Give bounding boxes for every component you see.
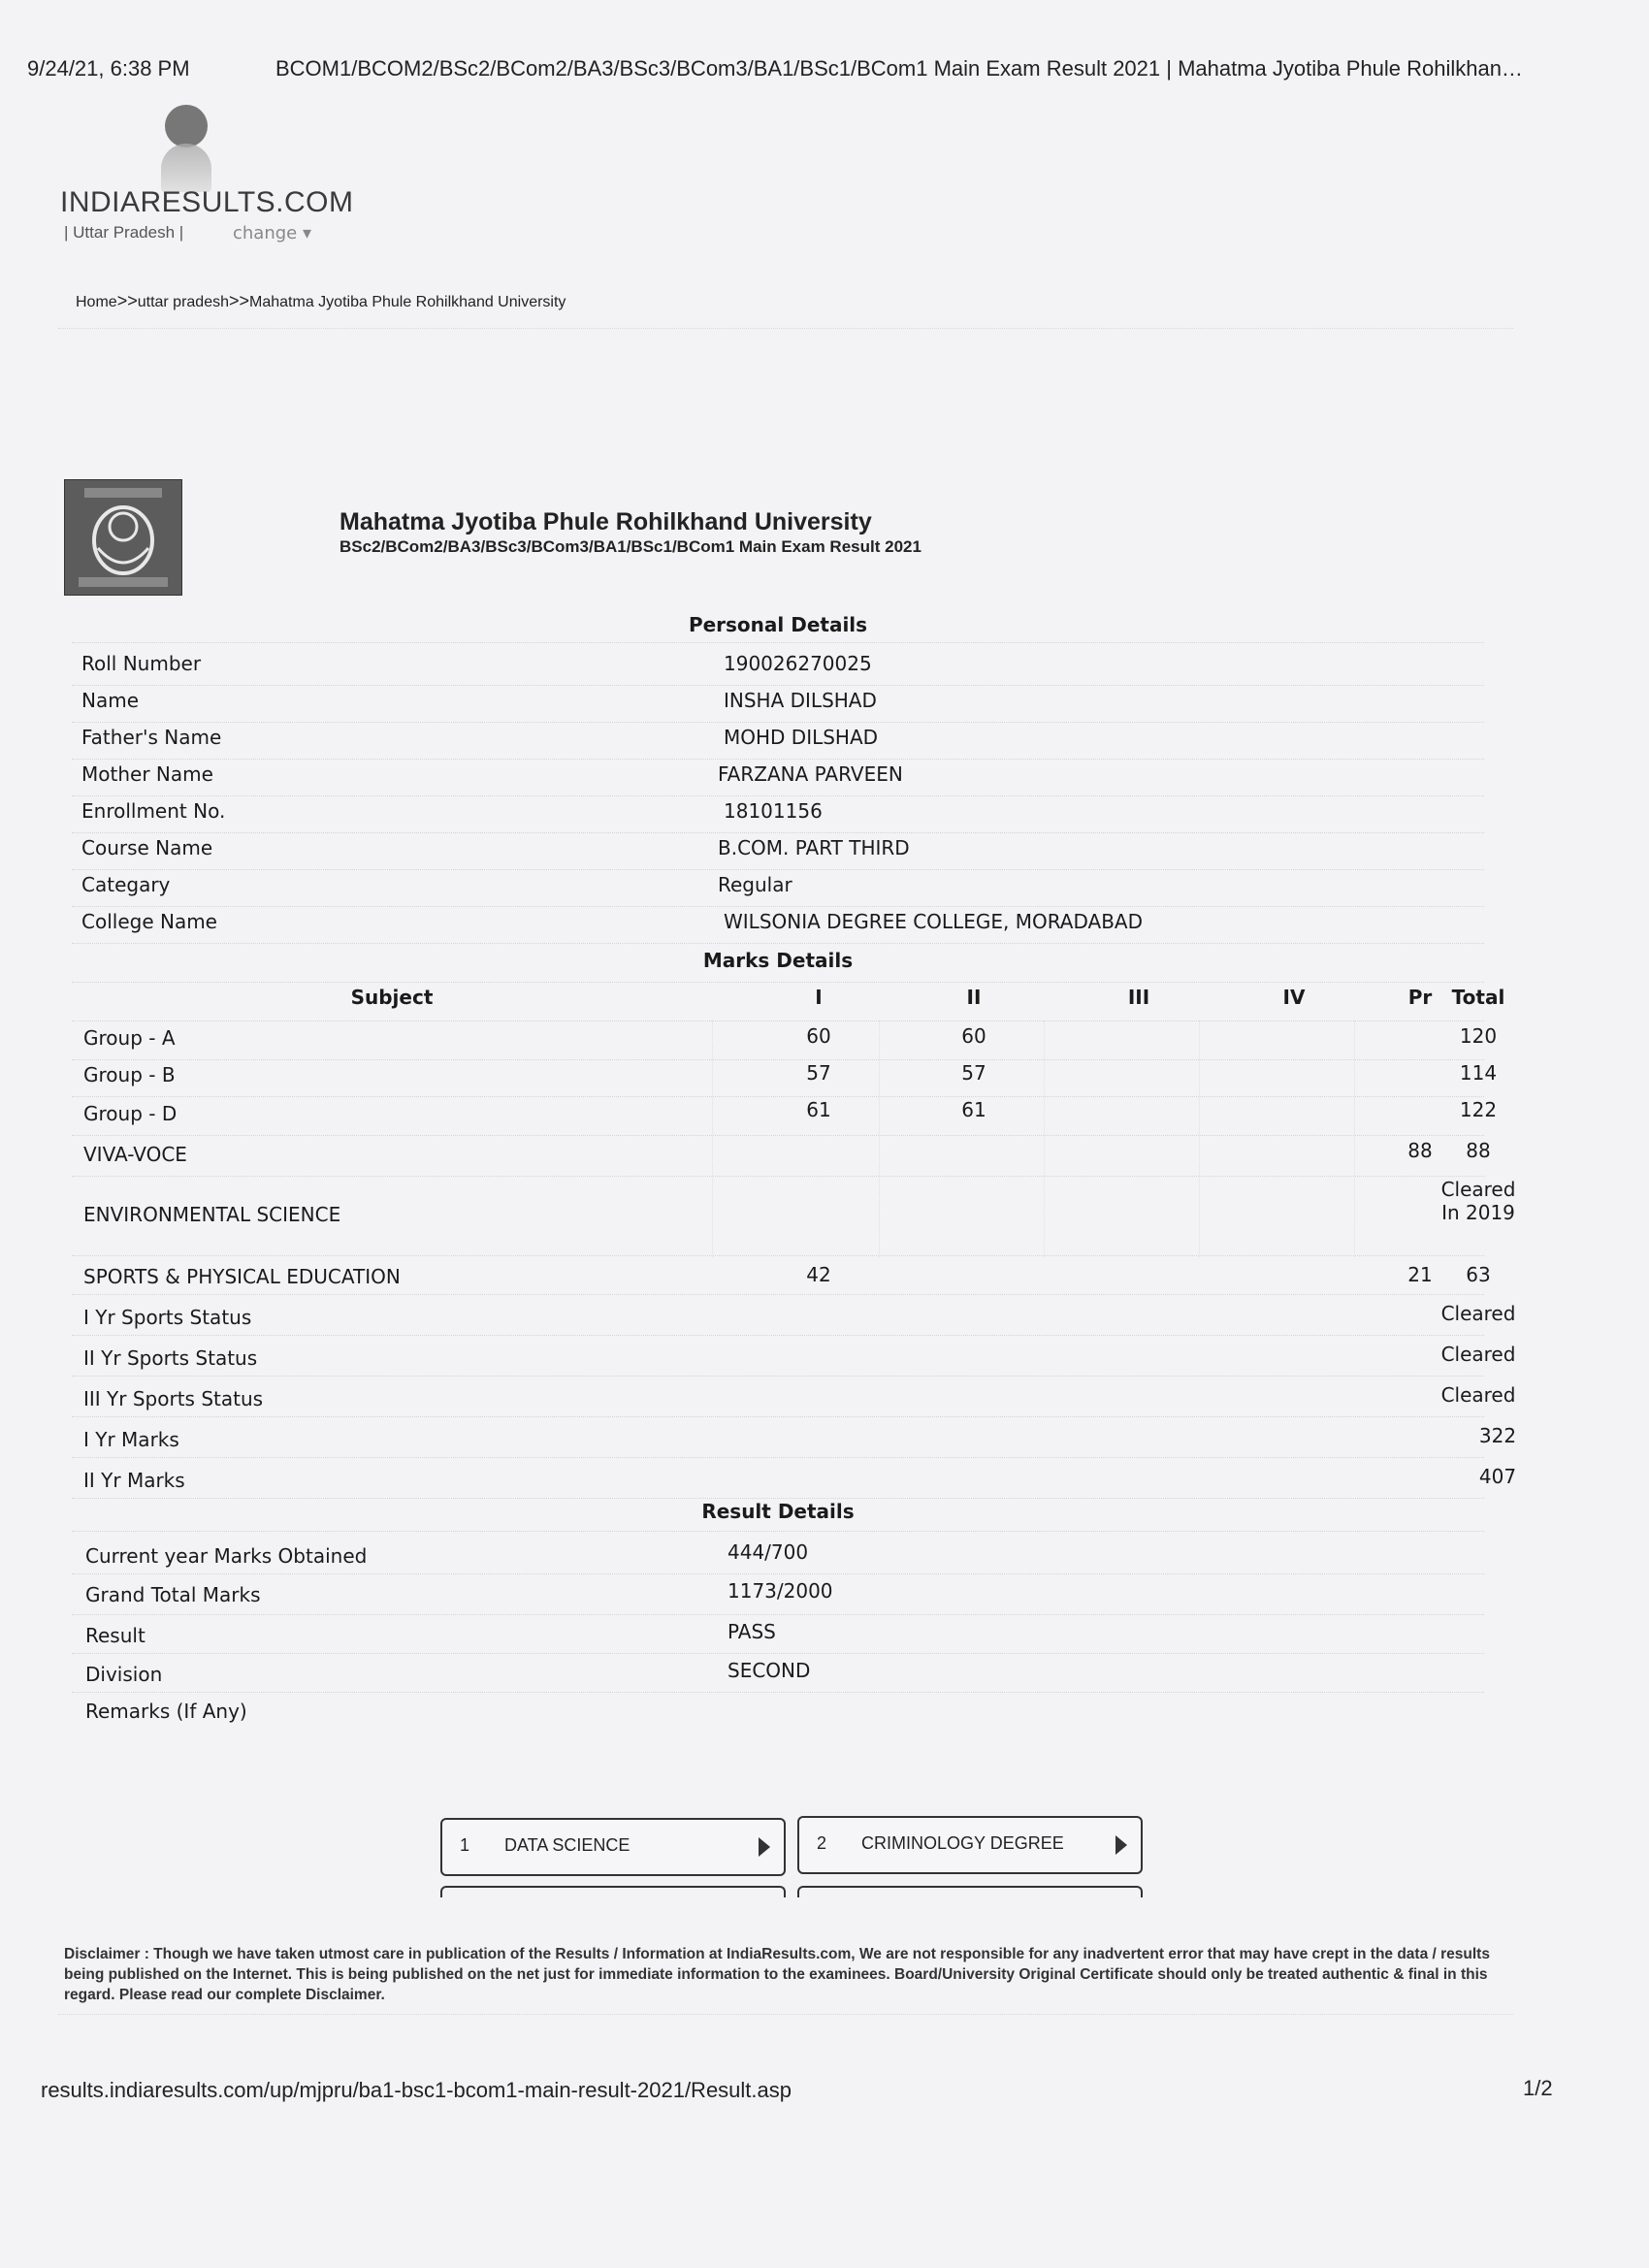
print-header <box>27 56 1540 81</box>
play-arrow-icon <box>1116 1835 1127 1855</box>
subject-name: Group - D <box>83 1102 178 1125</box>
personal-row <box>72 689 1484 723</box>
mark-total: Cleared <box>1440 1343 1516 1366</box>
result-row <box>72 1616 1484 1654</box>
subject-name: II Yr Marks <box>83 1469 185 1492</box>
link-label: CRIMINOLOGY DEGREE <box>861 1833 1064 1853</box>
breadcrumb-home[interactable]: Home <box>76 294 117 310</box>
mark-ii: 61 <box>961 1098 986 1121</box>
row-label: Remarks (If Any) <box>85 1700 247 1723</box>
exam-title: BSc2/BCom2/BA3/BSc3/BCom3/BA1/BSc1/BCom1 Main Exam Result 2021 <box>340 537 922 556</box>
related-link-partial[interactable] <box>797 1886 1143 1897</box>
subject-name: SPORTS & PHYSICAL EDUCATION <box>83 1265 401 1288</box>
link-number: 2 <box>817 1833 827 1853</box>
link-number: 1 <box>460 1835 470 1855</box>
marks-row <box>72 1257 1491 1295</box>
row-value: SECOND <box>728 1659 811 1682</box>
row-value: FARZANA PARVEEN <box>718 762 903 786</box>
mark-total: Cleared <box>1440 1302 1516 1325</box>
column-header: I <box>815 986 823 1009</box>
logo-figure-icon <box>165 105 208 147</box>
mark-total: 122 <box>1459 1098 1498 1121</box>
personal-row <box>72 762 1484 796</box>
site-logo[interactable] <box>58 105 354 250</box>
column-header: III <box>1127 986 1150 1009</box>
university-name: Mahatma Jyotiba Phule Rohilkhand University <box>340 508 872 535</box>
row-value: 18101156 <box>724 799 823 823</box>
personal-row <box>72 726 1484 760</box>
subject-name: Group - A <box>83 1026 176 1050</box>
row-label: Grand Total Marks <box>85 1583 261 1606</box>
column-header: Subject <box>350 986 434 1009</box>
breadcrumb <box>76 291 566 311</box>
row-label: Result <box>85 1624 146 1647</box>
subject-name: ENVIRONMENTAL SCIENCE <box>83 1203 341 1226</box>
row-value: INSHA DILSHAD <box>724 689 877 712</box>
mark-pr: 88 <box>1407 1139 1433 1162</box>
mark-i: 61 <box>806 1098 831 1121</box>
subject-name: II Yr Sports Status <box>83 1346 258 1370</box>
subject-name: I Yr Sports Status <box>83 1306 252 1329</box>
personal-details-heading: Personal Details <box>72 613 1484 643</box>
mark-total: 322 <box>1478 1424 1517 1447</box>
row-value: MOHD DILSHAD <box>724 726 879 749</box>
personal-row <box>72 910 1484 944</box>
marks-row <box>72 1137 1491 1177</box>
breadcrumb-state[interactable]: uttar pradesh <box>137 294 229 310</box>
breadcrumb-university[interactable]: Mahatma Jyotiba Phule Rohilkhand University <box>249 294 566 310</box>
mark-total: Cleared <box>1440 1383 1516 1407</box>
result-row <box>72 1575 1484 1615</box>
change-region-link[interactable]: change ▾ <box>233 223 311 243</box>
logo-figure-body <box>161 144 211 192</box>
mark-total: 63 <box>1466 1263 1491 1286</box>
mark-pr: 21 <box>1407 1263 1433 1286</box>
mark-ii: 60 <box>961 1024 986 1048</box>
result-row <box>72 1537 1484 1574</box>
result-status: PASS <box>728 1620 776 1643</box>
row-value: WILSONIA DEGREE COLLEGE, MORADABAD <box>724 910 1143 933</box>
column-header: IV <box>1282 986 1306 1009</box>
marks-row <box>72 1098 1498 1136</box>
disclaimer-text: Disclaimer : Though we have taken utmost care in publication of the Results / Information at IndiaResults.com, We are not responsible for any inadvertent error that may have crept in the data / results being published on the Internet. This is being published on the net just for immediate information to the examinees. Board/University Original Certificate should only be treated authentic & final in this regard. Please read our complete Disclaimer. <box>64 1946 1490 2003</box>
marks-row <box>72 1337 1516 1377</box>
marks-header-row <box>72 986 1505 1021</box>
row-label: Name <box>81 689 140 712</box>
mark-i: 57 <box>806 1061 831 1085</box>
breadcrumb-separator: >> <box>116 291 138 310</box>
divider <box>58 328 1513 329</box>
row-label: Enrollment No. <box>81 799 226 823</box>
region-label: | Uttar Pradesh | <box>64 223 184 242</box>
link-label: DATA SCIENCE <box>504 1835 630 1855</box>
mark-total: 407 <box>1478 1465 1517 1488</box>
row-label: Current year Marks Obtained <box>85 1544 368 1568</box>
mark-total: 120 <box>1459 1024 1498 1048</box>
marks-row <box>72 1024 1498 1060</box>
marks-row <box>72 1459 1517 1499</box>
row-label: Father's Name <box>81 726 222 749</box>
related-link-partial[interactable] <box>440 1886 786 1897</box>
row-label: Course Name <box>81 836 213 859</box>
row-label: Mother Name <box>81 762 213 786</box>
column-header: Total <box>1451 986 1505 1009</box>
mark-i: 60 <box>806 1024 831 1048</box>
marks-row <box>72 1418 1517 1458</box>
row-value: 1173/2000 <box>728 1579 833 1603</box>
subject-name: III Yr Sports Status <box>83 1387 264 1410</box>
row-value: B.COM. PART THIRD <box>718 836 910 859</box>
mark-total: Cleared In 2019 <box>1440 1178 1516 1224</box>
print-footer-url: results.indiaresults.com/up/mjpru/ba1-bsc1-bcom1-main-result-2021/Result.asp <box>41 2078 792 2102</box>
row-value: 190026270025 <box>724 652 872 675</box>
row-label: Roll Number <box>81 652 202 675</box>
result-row <box>72 1694 1484 1731</box>
row-label: College Name <box>81 910 217 933</box>
mark-total: 88 <box>1466 1139 1491 1162</box>
personal-row <box>72 873 1484 907</box>
breadcrumb-separator: >> <box>229 291 250 310</box>
logo-text: INDIARESULTS.COM <box>60 186 354 218</box>
play-arrow-icon <box>759 1837 770 1857</box>
print-page-title: BCOM1/BCOM2/BSc2/BCom2/BA3/BSc3/BCom3/BA1/BSc1/BCom1 Main Exam Result 2021 | Mahatma Jyotiba Phule Rohilkhan… <box>275 56 1523 81</box>
personal-row <box>72 836 1484 870</box>
marks-details-heading: Marks Details <box>72 949 1484 983</box>
marks-row <box>72 1377 1516 1417</box>
row-label: Categary <box>81 873 171 896</box>
subject-name: VIVA-VOCE <box>83 1143 187 1166</box>
university-emblem-icon <box>64 479 182 596</box>
marks-row <box>72 1296 1516 1336</box>
marks-row <box>72 1061 1498 1097</box>
print-datetime: 9/24/21, 6:38 PM <box>27 56 190 81</box>
column-header: II <box>966 986 982 1009</box>
row-label: Division <box>85 1663 163 1686</box>
marks-row <box>72 1178 1516 1256</box>
row-value: 444/700 <box>728 1540 809 1564</box>
related-link-data-science[interactable] <box>440 1818 786 1876</box>
result-details-heading: Result Details <box>72 1500 1484 1532</box>
subject-name: I Yr Marks <box>83 1428 179 1451</box>
column-header: Pr <box>1407 986 1433 1009</box>
personal-row <box>72 799 1484 833</box>
row-value: Regular <box>718 873 792 896</box>
print-page-number: 1/2 <box>1523 2076 1553 2100</box>
mark-total: 114 <box>1459 1061 1498 1085</box>
divider <box>58 2014 1513 2015</box>
subject-name: Group - B <box>83 1063 176 1086</box>
personal-row <box>72 652 1484 686</box>
related-link-criminology-degree[interactable] <box>797 1816 1143 1874</box>
result-row <box>72 1655 1484 1693</box>
mark-ii: 57 <box>961 1061 986 1085</box>
mark-i: 42 <box>806 1263 831 1286</box>
